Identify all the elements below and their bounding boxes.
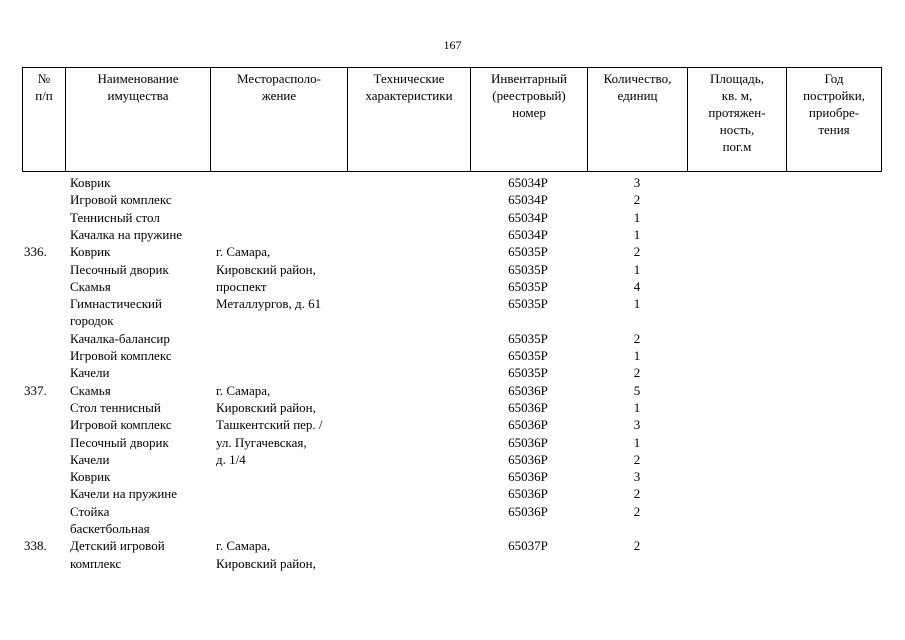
header-number: № п/п xyxy=(23,68,66,172)
row-quantity: 1 xyxy=(633,348,641,363)
row-location: ул. Пугачевская, xyxy=(216,434,307,450)
row-location: д. 1/4 xyxy=(216,451,246,467)
row-location: Металлургов, д. 61 xyxy=(216,296,322,312)
row-location: г. Самара, xyxy=(216,244,271,260)
table-row xyxy=(22,295,881,312)
row-location: Ташкентский пер. / xyxy=(216,417,323,433)
row-name: Игровой комплекс xyxy=(70,417,172,433)
row-name: Игровой комплекс xyxy=(70,348,172,363)
row-inventory-number: 65035Р xyxy=(508,296,548,312)
row-quantity: 3 xyxy=(633,469,641,485)
table-row xyxy=(22,312,881,329)
table-row xyxy=(22,174,881,191)
table-row xyxy=(22,451,881,468)
row-inventory-number: 65034Р xyxy=(508,226,548,242)
row-quantity: 1 xyxy=(633,209,641,225)
row-inventory-number: 65036Р xyxy=(508,486,548,502)
row-quantity: 3 xyxy=(633,175,641,190)
row-quantity: 1 xyxy=(633,261,641,277)
table-row xyxy=(22,537,881,554)
row-name: Качели на пружине xyxy=(70,486,178,502)
row-quantity: 3 xyxy=(633,417,641,433)
row-location: Кировский район, xyxy=(216,399,316,415)
row-quantity: 2 xyxy=(633,330,641,346)
row-location: проспект xyxy=(216,278,267,294)
row-quantity: 4 xyxy=(633,278,641,294)
row-name: Игровой комплекс xyxy=(70,192,172,208)
row-quantity: 1 xyxy=(633,434,641,450)
row-inventory-number: 65036Р xyxy=(508,417,548,433)
row-number: 338. xyxy=(24,538,47,554)
header-specs: Технические характеристики xyxy=(348,68,471,172)
row-name: Гимнастический xyxy=(70,296,162,312)
row-quantity: 2 xyxy=(633,486,641,502)
row-name: комплекс xyxy=(70,555,122,571)
header-area: Площадь, кв. м, протяжен- ность, пог.м xyxy=(688,68,787,172)
table-row xyxy=(22,468,881,485)
row-inventory-number: 65034Р xyxy=(508,175,548,190)
header-quantity: Количество, единиц xyxy=(588,68,688,172)
header-name: Наименование имущества xyxy=(66,68,211,172)
row-quantity: 5 xyxy=(633,382,641,398)
table-row xyxy=(22,503,881,520)
row-name: Качели xyxy=(70,365,110,381)
row-inventory-number: 65036Р xyxy=(508,434,548,450)
row-name: Теннисный стол xyxy=(70,209,160,225)
row-name: Песочный дворик xyxy=(70,434,169,450)
row-quantity: 1 xyxy=(633,399,641,415)
row-name: баскетбольная xyxy=(70,521,150,536)
row-name: Качели xyxy=(70,451,110,467)
row-name: Песочный дворик xyxy=(70,261,169,277)
row-location: г. Самара, xyxy=(216,382,271,398)
row-name: Скамья xyxy=(70,382,111,398)
row-inventory-number: 65036Р xyxy=(508,451,548,467)
table-row xyxy=(22,347,881,364)
table-row xyxy=(22,434,881,451)
table-row xyxy=(22,243,881,260)
row-name: Коврик xyxy=(70,244,111,260)
row-inventory-number: 65035Р xyxy=(508,261,548,277)
table-row xyxy=(22,191,881,208)
table-row xyxy=(22,485,881,502)
row-name: Коврик xyxy=(70,175,111,190)
table-row xyxy=(22,261,881,278)
table-header xyxy=(22,67,882,172)
table-row xyxy=(22,278,881,295)
page-number: 167 xyxy=(443,38,462,52)
row-name: городок xyxy=(70,313,114,329)
row-inventory-number: 65036Р xyxy=(508,382,548,398)
row-quantity: 1 xyxy=(633,226,641,242)
row-name: Коврик xyxy=(70,469,111,485)
row-quantity: 2 xyxy=(633,451,641,467)
row-name: Детский игровой xyxy=(70,538,165,554)
row-name: Стойка xyxy=(70,503,110,519)
table-row xyxy=(22,520,881,537)
table-row xyxy=(22,382,881,399)
table-row xyxy=(22,399,881,416)
row-inventory-number: 65035Р xyxy=(508,244,548,260)
header-inventory-number: Инвентарный (реестровый) номер xyxy=(471,68,588,172)
table-row xyxy=(22,555,881,572)
table-row xyxy=(22,226,881,243)
row-quantity: 2 xyxy=(633,192,641,208)
table-body xyxy=(22,173,881,573)
row-inventory-number: 65034Р xyxy=(508,209,548,225)
row-name: Стол теннисный xyxy=(70,399,161,415)
table-row xyxy=(22,364,881,381)
header-year: Год постройки, приобре- тения xyxy=(787,68,882,172)
row-inventory-number: 65036Р xyxy=(508,469,548,485)
row-location: Кировский район, xyxy=(216,261,316,277)
row-number: 337. xyxy=(24,382,47,398)
row-name: Скамья xyxy=(70,278,111,294)
table-row xyxy=(22,330,881,347)
row-name: Качалка на пружине xyxy=(70,226,183,242)
row-inventory-number: 65036Р xyxy=(508,503,548,519)
table-row xyxy=(22,416,881,433)
row-quantity: 2 xyxy=(633,503,641,519)
row-name: Качалка-балансир xyxy=(70,330,170,346)
row-location: Кировский район, xyxy=(216,555,316,571)
header-location: Месторасполо- жение xyxy=(211,68,348,172)
row-inventory-number: 65035Р xyxy=(508,330,548,346)
row-inventory-number: 65035Р xyxy=(508,278,548,294)
row-quantity: 2 xyxy=(633,538,641,554)
row-quantity: 2 xyxy=(633,244,641,260)
table-row xyxy=(22,209,881,226)
row-inventory-number: 65035Р xyxy=(508,365,548,381)
row-number: 336. xyxy=(24,244,47,260)
row-quantity: 2 xyxy=(633,365,641,381)
row-inventory-number: 65034Р xyxy=(508,192,548,208)
row-inventory-number: 65035Р xyxy=(508,348,548,363)
row-location: г. Самара, xyxy=(216,538,271,554)
row-quantity: 1 xyxy=(633,296,641,312)
row-inventory-number: 65036Р xyxy=(508,399,548,415)
row-inventory-number: 65037Р xyxy=(508,538,548,554)
